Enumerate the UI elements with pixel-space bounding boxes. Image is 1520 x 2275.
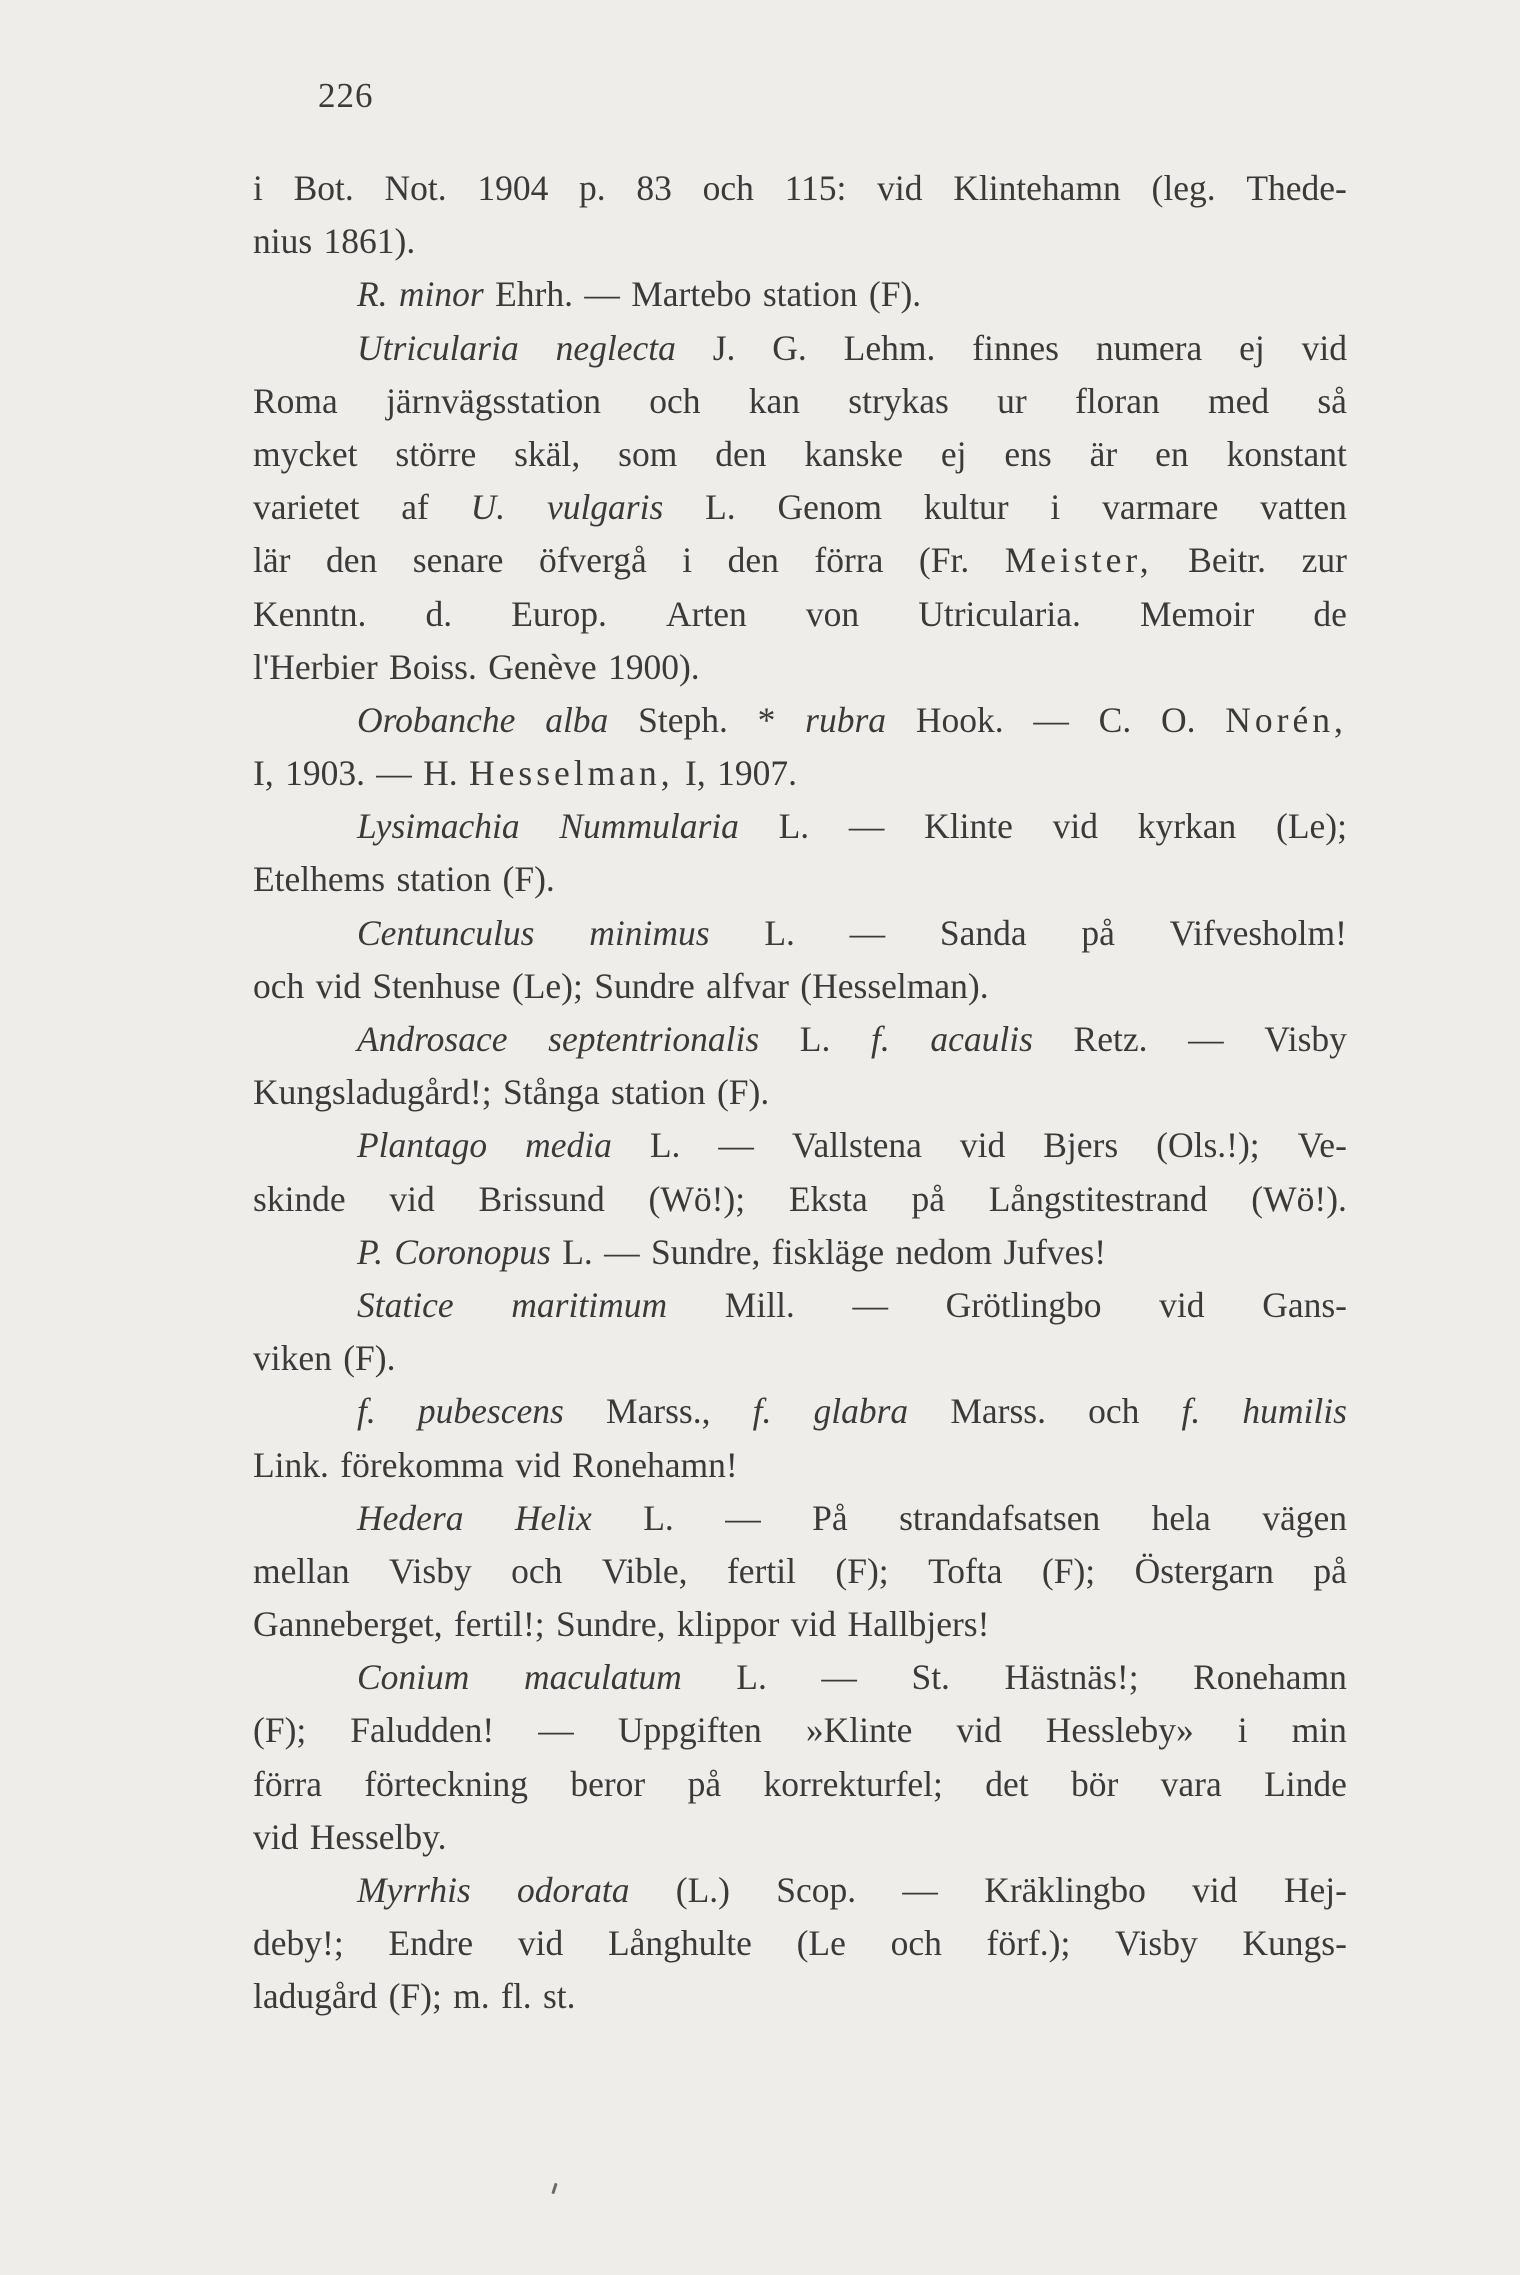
word: Roma	[253, 380, 338, 421]
word: —	[376, 753, 412, 794]
text-line	[253, 215, 1347, 268]
word: Scop.	[776, 1870, 857, 1910]
italic-word: Conium	[357, 1657, 470, 1698]
word: L.	[643, 1497, 674, 1538]
word: vid	[1052, 806, 1098, 847]
text-line	[253, 428, 1347, 481]
word: Retz.	[1073, 1019, 1148, 1059]
word: på	[1313, 1550, 1347, 1591]
word: kanske	[804, 433, 903, 474]
text-line	[253, 268, 1347, 321]
text-line	[253, 1970, 1347, 2023]
word: Kenntn.	[253, 593, 367, 634]
word: lär	[253, 540, 291, 581]
word: Stenhuse	[372, 965, 501, 1006]
italic-word: f.	[1181, 1391, 1201, 1432]
word: af	[401, 487, 429, 528]
word: vid	[253, 1816, 299, 1857]
italic-word: Orobanche	[357, 699, 516, 740]
word: L.	[705, 487, 736, 528]
word: Mill.	[724, 1284, 795, 1325]
word: —	[1188, 1019, 1224, 1059]
text-line	[253, 1066, 1347, 1119]
word: den	[325, 540, 378, 581]
text-line	[253, 1013, 1347, 1066]
word: zur	[1301, 540, 1347, 581]
word: numera	[1095, 327, 1203, 368]
word: Brissund	[478, 1178, 605, 1219]
text-line	[253, 1651, 1347, 1704]
word: och	[511, 1550, 563, 1591]
word: station	[762, 274, 858, 315]
word: Långhulte	[607, 1923, 752, 1964]
word: är	[1089, 433, 1118, 474]
word: så	[1317, 380, 1347, 421]
word: Faludden!	[350, 1710, 495, 1751]
word: senare	[412, 540, 504, 581]
word: station	[610, 1072, 706, 1113]
word: de	[1313, 593, 1347, 634]
word: i	[1237, 1710, 1248, 1751]
word: m.	[453, 1976, 490, 2017]
word: (F);	[388, 1976, 442, 2017]
italic-word: Myrrhis	[357, 1870, 471, 1910]
word: vid	[877, 168, 923, 208]
word: ladugård	[253, 1976, 378, 2017]
word: ur	[997, 380, 1027, 421]
word: Lehm.	[843, 327, 936, 368]
word: förteckning	[364, 1763, 528, 1804]
word: Endre	[388, 1923, 474, 1964]
italic-word: maculatum	[523, 1657, 682, 1698]
word: Stånga	[502, 1072, 600, 1113]
word: vid	[517, 1923, 564, 1964]
word: Boiss.	[389, 646, 477, 687]
italic-word: minimus	[589, 912, 710, 953]
word: Arten	[665, 593, 747, 634]
word: C.	[1098, 699, 1132, 740]
text-line	[253, 1173, 1347, 1226]
italic-word: Coronopus	[394, 1231, 551, 1272]
word: med	[1207, 380, 1270, 421]
text-line	[253, 1439, 1347, 1492]
italic-word: vulgaris	[546, 487, 664, 528]
text-line	[253, 960, 1347, 1013]
italic-word: Statice	[357, 1284, 454, 1325]
word: vid	[790, 1604, 837, 1645]
italic-word: alba	[545, 699, 609, 740]
text-line	[253, 641, 1347, 694]
word: —	[852, 1284, 888, 1325]
italic-word: R.	[357, 274, 388, 315]
word: Hesselby.	[309, 1816, 447, 1857]
text-line	[253, 800, 1347, 853]
word: och	[1088, 1391, 1140, 1432]
word: L.	[736, 1657, 767, 1698]
text-line	[253, 694, 1347, 747]
word: Eksta	[788, 1178, 868, 1219]
word: Hessleby»	[1045, 1710, 1194, 1751]
word: Visby	[1264, 1019, 1347, 1059]
word: p.	[579, 168, 606, 208]
word: l'Herbier	[253, 646, 378, 687]
word: 1903.	[285, 753, 365, 794]
word: Gans-	[1262, 1284, 1347, 1325]
italic-word: Nummularia	[559, 806, 739, 847]
word: och	[702, 168, 754, 208]
word: skinde	[253, 1178, 346, 1219]
italic-word: neglecta	[555, 327, 676, 368]
word: station	[396, 859, 492, 900]
text-line	[253, 853, 1347, 906]
word: (Hesselman).	[800, 965, 989, 1006]
italic-word: Hedera	[357, 1497, 464, 1538]
word: förra	[814, 540, 884, 581]
italic-word: U.	[470, 487, 506, 528]
italic-word: Utricularia	[357, 327, 519, 368]
word: L.	[799, 1019, 831, 1059]
word: (F).	[502, 859, 555, 900]
word: konstant	[1226, 433, 1347, 474]
word: strykas	[848, 380, 949, 421]
italic-word: Androsace	[357, 1019, 508, 1059]
word: (leg.	[1151, 168, 1216, 208]
word: —	[718, 1125, 754, 1166]
word: Hästnäs!;	[1004, 1657, 1139, 1698]
word: ens	[1004, 433, 1052, 474]
word: klippor	[676, 1604, 780, 1645]
italic-word: f.	[870, 1019, 890, 1059]
word: och	[890, 1923, 942, 1964]
word: Bot.	[293, 168, 354, 208]
word: O.	[1161, 699, 1196, 740]
word: von	[805, 593, 860, 634]
word: Ronehamn	[1193, 1657, 1347, 1698]
italic-word: rubra	[805, 699, 887, 740]
word: Etelhems	[253, 859, 386, 900]
word: (F).	[343, 1338, 396, 1379]
text-line	[253, 1492, 1347, 1545]
word: (L.)	[675, 1870, 730, 1910]
word: förekomma	[340, 1444, 504, 1485]
word: L.	[649, 1125, 681, 1166]
word: —	[604, 1231, 640, 1272]
word: Långstitestrand	[988, 1178, 1208, 1219]
word: —	[849, 912, 886, 953]
word: —	[1033, 699, 1069, 740]
word: strandafsatsen	[899, 1497, 1101, 1538]
word: större	[395, 433, 477, 474]
word: Östergarn	[1134, 1550, 1274, 1591]
word: vid	[1192, 1870, 1238, 1910]
word: varmare	[1102, 487, 1219, 528]
word: St.	[911, 1657, 950, 1698]
word: Utricularia.	[918, 593, 1081, 634]
text-line	[253, 1758, 1347, 1811]
word: (F);	[1041, 1550, 1096, 1591]
word: den	[727, 540, 779, 581]
word: Vallstena	[791, 1125, 922, 1166]
text-line	[253, 747, 1347, 800]
word: Visby	[1115, 1923, 1198, 1964]
italic-word: pubescens	[417, 1391, 564, 1432]
word: (Fr.	[918, 540, 970, 581]
italic-word: Centunculus	[357, 912, 535, 953]
word: L.	[778, 806, 810, 847]
word: (F);	[835, 1550, 889, 1591]
word: d.	[425, 593, 453, 634]
word: »Klinte	[805, 1710, 913, 1751]
word: förra	[253, 1763, 322, 1804]
word: skäl,	[514, 433, 581, 474]
word: —	[538, 1710, 574, 1751]
word: (Wö!).	[1251, 1178, 1347, 1219]
word: Ve-	[1297, 1125, 1347, 1166]
word: L.	[764, 912, 795, 953]
word: 1900).	[607, 646, 700, 687]
word: Beitr.	[1188, 540, 1267, 581]
text-line	[253, 1279, 1347, 1332]
word: (F).	[716, 1072, 770, 1113]
word: 1861).	[323, 221, 416, 262]
word: Memoir	[1139, 593, 1255, 634]
text-line	[253, 1704, 1347, 1757]
word: som	[618, 433, 678, 474]
word: i	[253, 168, 263, 208]
word: Europ.	[511, 593, 607, 634]
word: min	[1291, 1710, 1347, 1751]
word: Grötlingbo	[945, 1284, 1102, 1325]
text-line	[253, 1226, 1347, 1279]
word: beror	[570, 1763, 646, 1804]
italic-word: minor	[398, 274, 484, 315]
word: Bjers	[1043, 1125, 1119, 1166]
word: 1907.	[717, 753, 797, 794]
word: Sundre,	[650, 1231, 761, 1272]
word: Martebo	[631, 274, 752, 315]
word: Marss.,	[605, 1391, 711, 1432]
italic-word: maritimum	[511, 1284, 668, 1325]
word: vid	[956, 1710, 1002, 1751]
word: Ehrh.	[495, 274, 573, 315]
word: —	[902, 1870, 938, 1910]
word: Linde	[1264, 1763, 1347, 1804]
word: deby!;	[253, 1923, 344, 1964]
italic-word: odorata	[517, 1870, 630, 1910]
word: kultur	[923, 487, 1009, 528]
word: Hook.	[915, 699, 1004, 740]
word: Kungs-	[1242, 1923, 1347, 1964]
word: fl.	[501, 1976, 532, 2017]
text-line	[253, 588, 1347, 641]
word: Sundre	[594, 965, 695, 1006]
word: Jufves!	[1003, 1231, 1107, 1272]
word: Hesselman,	[469, 753, 674, 794]
text-line	[253, 322, 1347, 375]
italic-word: septentrionalis	[548, 1019, 760, 1059]
word: mycket	[253, 433, 358, 474]
body-text	[253, 162, 1347, 2024]
italic-word: humilis	[1242, 1391, 1347, 1432]
word: —	[821, 1657, 857, 1698]
word: —	[848, 806, 885, 847]
word: i	[682, 540, 693, 581]
word: floran	[1074, 380, 1160, 421]
word: vägen	[1262, 1497, 1347, 1538]
text-line	[253, 1917, 1347, 1970]
word: —	[584, 274, 620, 315]
word: G.	[772, 327, 807, 368]
word: på	[911, 1178, 945, 1219]
word: vid	[1301, 327, 1347, 368]
word: vid	[315, 965, 361, 1006]
word: varietet	[253, 487, 360, 528]
word: i	[1050, 487, 1061, 528]
word: nedom	[895, 1231, 993, 1272]
word: det	[985, 1763, 1029, 1804]
page-number: 226	[318, 76, 374, 115]
word: (Le	[796, 1923, 846, 1964]
italic-word: acaulis	[930, 1019, 1033, 1059]
word: ej	[1239, 327, 1265, 368]
word: L.	[562, 1231, 593, 1272]
word: alfvar	[706, 965, 789, 1006]
word: *	[757, 699, 776, 740]
text-line	[253, 1119, 1347, 1172]
word: förf.);	[986, 1923, 1071, 1964]
text-line	[253, 1864, 1347, 1917]
word: korrekturfel;	[763, 1763, 943, 1804]
text-line	[253, 1545, 1347, 1598]
word: Marss.	[950, 1391, 1046, 1432]
word: Norén,	[1225, 699, 1347, 740]
word: Sanda	[939, 912, 1027, 953]
word: Klinte	[924, 806, 1013, 847]
word: Vible,	[601, 1550, 688, 1591]
word: nius	[253, 221, 313, 262]
word: fertil	[726, 1550, 796, 1591]
word: Vifvesholm!	[1169, 912, 1347, 953]
word: fiskläge	[771, 1231, 885, 1272]
text-line	[253, 1811, 1347, 1864]
word: en	[1155, 433, 1189, 474]
text-line	[253, 162, 1347, 215]
word: på	[1081, 912, 1115, 953]
ink-mark	[551, 2183, 557, 2194]
word: finnes	[972, 327, 1059, 368]
word: (Ols.!);	[1156, 1125, 1260, 1166]
word: I,	[685, 753, 706, 794]
word: Thede-	[1246, 168, 1347, 208]
word: Kräklingbo	[984, 1870, 1146, 1910]
word: Ronehamn!	[572, 1444, 738, 1485]
word: I,	[253, 753, 274, 794]
word: Ganneberget,	[253, 1604, 443, 1645]
word: —	[725, 1497, 761, 1538]
text-line	[253, 375, 1347, 428]
word: mellan	[253, 1550, 350, 1591]
text-line	[253, 1385, 1347, 1438]
word: öfvergå	[538, 540, 647, 581]
word: Genom	[777, 487, 882, 528]
word: vid	[1159, 1284, 1205, 1325]
word: fertil!;	[453, 1604, 545, 1645]
word: H.	[423, 753, 458, 794]
word: Klintehamn	[953, 168, 1121, 208]
word: 1904	[477, 168, 549, 208]
word: 83	[636, 168, 672, 208]
word: kan	[748, 380, 801, 421]
text-line	[253, 1332, 1347, 1385]
word: J.	[712, 327, 736, 368]
italic-word: Helix	[514, 1497, 592, 1538]
word: Link.	[253, 1444, 329, 1485]
word: Not.	[384, 168, 447, 208]
word: (Wö!);	[648, 1178, 746, 1219]
italic-word: f.	[357, 1391, 376, 1432]
word: ej	[940, 433, 967, 474]
word: järnvägsstation	[386, 380, 601, 421]
word: På	[812, 1497, 848, 1538]
word: Genève	[488, 646, 597, 687]
word: (F).	[868, 274, 922, 315]
word: viken	[253, 1338, 332, 1379]
word: 115:	[784, 168, 847, 208]
word: Hallbjers!	[847, 1604, 990, 1645]
word: Meister,	[1004, 540, 1153, 581]
word: Hej-	[1283, 1870, 1347, 1910]
word: och	[253, 965, 305, 1006]
word: vid	[389, 1178, 435, 1219]
text-line	[253, 534, 1347, 587]
text-line	[253, 1598, 1347, 1651]
word: och	[649, 380, 701, 421]
italic-word: P.	[357, 1231, 383, 1272]
word: (F);	[253, 1710, 307, 1751]
italic-word: glabra	[813, 1391, 909, 1432]
word: (Le);	[511, 965, 583, 1006]
word: vatten	[1260, 487, 1347, 528]
word: Uppgiften	[617, 1710, 762, 1751]
word: vara	[1160, 1763, 1222, 1804]
italic-word: Lysimachia	[357, 806, 520, 847]
word: Sundre,	[556, 1604, 666, 1645]
word: st.	[542, 1976, 576, 2017]
word: Tofta	[928, 1550, 1003, 1591]
word: den	[715, 433, 767, 474]
text-line	[253, 907, 1347, 960]
text-line	[253, 481, 1347, 534]
word: kyrkan	[1137, 806, 1237, 847]
word: på	[687, 1763, 722, 1804]
word: (Le);	[1276, 806, 1347, 847]
word: bör	[1070, 1763, 1119, 1804]
word: hela	[1151, 1497, 1211, 1538]
word: Kungsladugård!;	[253, 1072, 492, 1113]
word: Visby	[389, 1550, 472, 1591]
word: vid	[959, 1125, 1006, 1166]
italic-word: media	[525, 1125, 612, 1166]
italic-word: Plantago	[357, 1125, 488, 1166]
word: vid	[515, 1444, 561, 1485]
word: Steph.	[638, 699, 728, 740]
italic-word: f.	[752, 1391, 772, 1432]
